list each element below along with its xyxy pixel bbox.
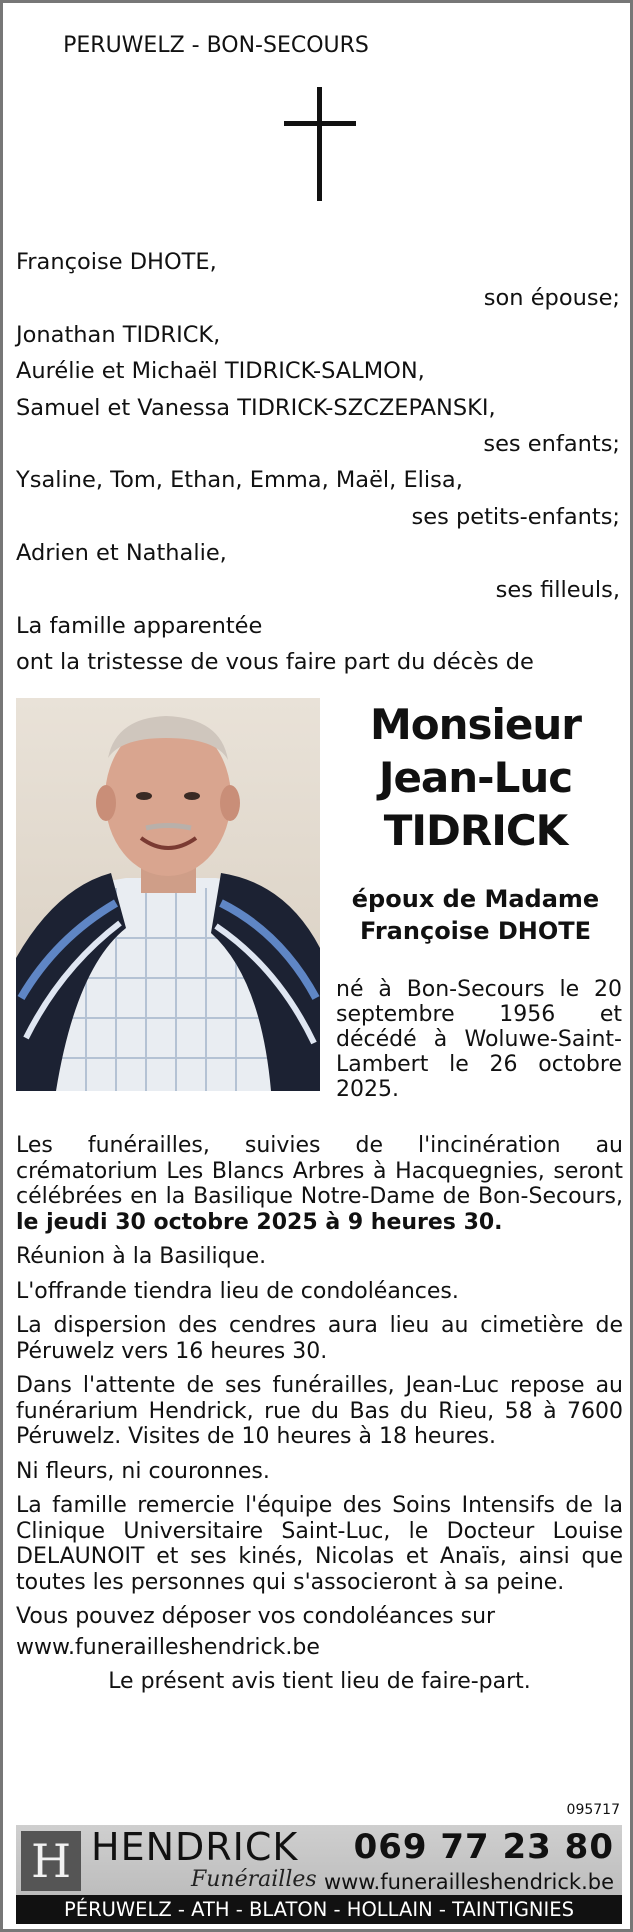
funeral-home-banner [16, 1825, 622, 1895]
spouse-info [328, 883, 623, 947]
thanks-text: La famille remercie l'équipe des Soins Intensifs de la Clinique Universitaire Saint-Luc, le Docteur Louise DELAUNOIT et ses kinés, Nicolas et Anaïs, ainsi que toutes les personnes qui s'associeront à sa peine. [16, 1493, 623, 1595]
family-line: Samuel et Vanessa TIDRICK-SZCZEPANSKI, [16, 394, 496, 421]
brand-subtitle: Funérailles [191, 1867, 317, 1892]
banner-website[interactable]: www.funerailleshendrick.be [323, 1870, 614, 1894]
spouse-line-1: époux de Madame [351, 885, 600, 913]
website-link[interactable]: www.funerailleshendrick.be [16, 1634, 320, 1660]
phone-number[interactable]: 069 77 23 80 [353, 1827, 614, 1867]
deceased-name [328, 698, 623, 857]
family-line: Aurélie et Michaël TIDRICK-SALMON, [16, 358, 425, 385]
family-line: ses filleuls, [495, 576, 620, 603]
birth-death-text: né à Bon-Secours le 20 septembre 1956 et décédé à Woluwe-Saint-Lambert le 26 octobre 2025. [336, 977, 622, 1102]
family-line: Françoise DHOTE, [16, 249, 217, 275]
family-list [16, 244, 620, 681]
brand-name: HENDRICK [91, 1825, 299, 1869]
rests-text: Dans l'attente de ses funérailles, Jean-Luc repose au funérarium Hendrick, rue du Bas du Rieu, 58 à 7600 Péruwelz. Visites de 10 heures à 18 heures. [16, 1373, 623, 1449]
offering-text: L'offrande tiendra lieu de condoléances. [16, 1278, 459, 1304]
family-line: Adrien et Nathalie, [16, 540, 227, 567]
family-line: La famille apparentée [16, 613, 263, 640]
ashes-text: La dispersion des cendres aura lieu au cimetière de Péruwelz vers 16 heures 30. [16, 1313, 623, 1364]
spouse-line-2: Françoise DHOTE [359, 917, 591, 945]
family-line: Jonathan TIDRICK, [16, 321, 221, 348]
family-line: ont la tristesse de vous faire part du décès de [16, 649, 534, 676]
funeral-date: le jeudi 30 octobre 2025 à 9 heures 30. [16, 1209, 503, 1235]
header-place: PERUWELZ - BON-SECOURS [63, 33, 369, 58]
hendrick-logo-icon: H [21, 1831, 81, 1891]
flowers-text: Ni fleurs, ni couronnes. [16, 1458, 270, 1484]
closing-text: Le présent avis tient lieu de faire-part. [108, 1669, 531, 1694]
family-line: son épouse; [483, 285, 620, 312]
portrait-photo [16, 698, 320, 1091]
reference-number: 095717 [566, 1802, 620, 1818]
deceased-title: Monsieur [369, 700, 582, 749]
deceased-first-name: Jean-Luc [378, 753, 573, 802]
family-line: ses petits-enfants; [411, 503, 620, 530]
towns-bar: PÉRUWELZ - ATH - BLATON - HOLLAIN - TAINTIGNIES [16, 1895, 622, 1924]
funeral-text: Les funérailles, suivies de l'incinération au crématorium Les Blancs Arbres à Hacquegnies, seront célébrées en la Basilique Notre-Dame de Bon-Secours, [16, 1133, 623, 1209]
family-line: ses enfants; [483, 431, 620, 458]
family-line: Ysaline, Tom, Ethan, Emma, Maël, Elisa, [16, 467, 463, 494]
funeral-paragraph [16, 1133, 623, 1235]
cross-icon [284, 87, 356, 201]
meeting-text: Réunion à la Basilique. [16, 1244, 267, 1269]
notice-body [16, 1133, 623, 1704]
deceased-last-name: TIDRICK [383, 806, 568, 855]
condolences-text: Vous pouvez déposer vos condoléances sur [16, 1604, 496, 1629]
